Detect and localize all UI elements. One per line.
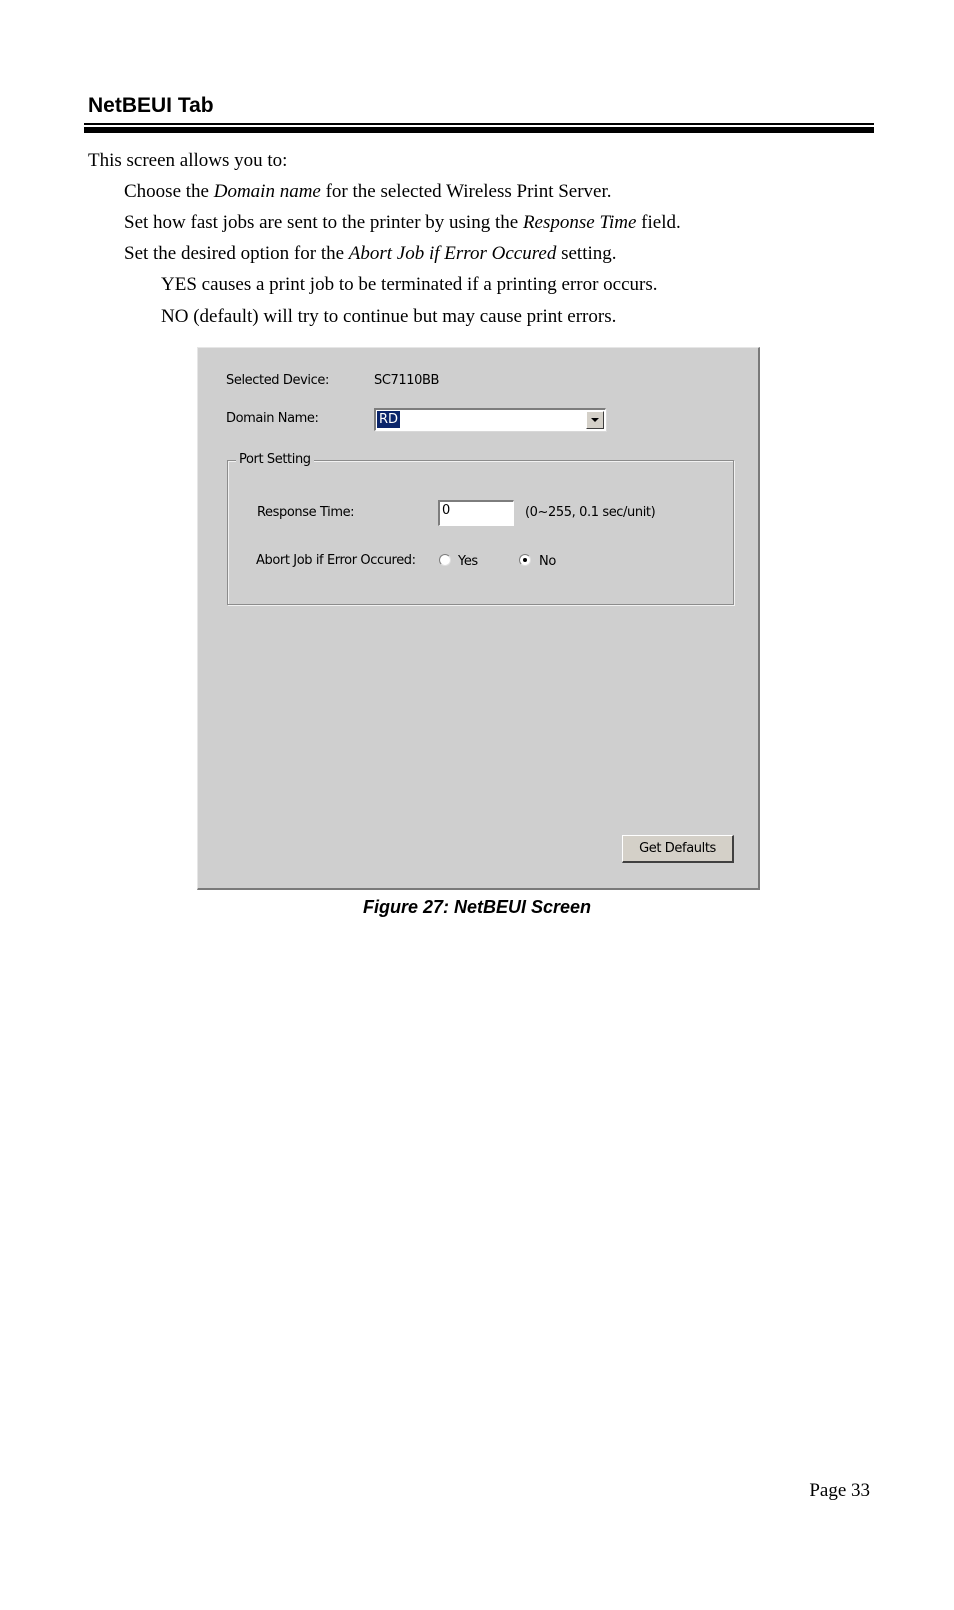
response-time-input[interactable]: 0: [438, 500, 514, 526]
get-defaults-button[interactable]: Get Defaults: [622, 835, 734, 863]
no-radio-label[interactable]: No: [539, 554, 556, 569]
bullet-domain-name: [124, 181, 612, 203]
bullet-text: Set how fast jobs are sent to the printer by using the: [124, 212, 523, 233]
domain-name-label: Domain Name:: [226, 411, 319, 426]
yes-radio[interactable]: [439, 554, 451, 566]
bullet-emphasis: Abort Job if Error Occured: [348, 243, 557, 264]
domain-dropdown-button[interactable]: [586, 411, 604, 429]
bullet-response-time: [124, 212, 681, 234]
domain-name-value[interactable]: RD: [379, 412, 399, 427]
figure-caption: Figure 27: NetBEUI Screen: [362, 897, 592, 917]
port-setting-group: [227, 460, 734, 605]
no-radio[interactable]: [519, 554, 531, 566]
bullet-text: for the selected Wireless Print Server.: [320, 181, 612, 202]
bullet-text: Set the desired option for the: [124, 243, 349, 264]
heading-rule-thick: [84, 127, 874, 133]
radio-selected-dot: [523, 558, 527, 562]
bullet-emphasis: Response Time: [522, 212, 637, 233]
response-time-hint: (0~255, 0.1 sec/unit): [525, 505, 656, 520]
domain-name-combobox[interactable]: [374, 408, 606, 431]
port-setting-title: Port Setting: [236, 452, 314, 467]
intro-text: This screen allows you to:: [88, 150, 288, 171]
chevron-down-icon: [591, 418, 599, 422]
bullet-text: field.: [636, 212, 681, 233]
bullet-abort-job: [124, 243, 617, 265]
bullet-text: setting.: [556, 243, 617, 264]
bullet-emphasis: Domain name: [213, 181, 321, 202]
heading-rule-thin: [84, 123, 874, 125]
bullet-text: Choose the: [124, 181, 214, 202]
response-time-label: Response Time:: [257, 505, 355, 520]
sub-bullet-no: NO (default) will try to continue but may cause print errors.: [161, 306, 617, 327]
selected-device-value: SC7110BB: [374, 373, 440, 388]
sub-bullet-yes: YES causes a print job to be terminated if a printing error occurs.: [161, 274, 658, 295]
selected-device-label: Selected Device:: [226, 373, 329, 388]
page-number: Page 33: [809, 1480, 870, 1501]
netbeui-dialog: [197, 347, 760, 890]
yes-radio-label[interactable]: Yes: [458, 554, 478, 569]
section-heading: NetBEUI Tab: [88, 94, 214, 117]
abort-job-label: Abort Job if Error Occured:: [256, 553, 416, 568]
